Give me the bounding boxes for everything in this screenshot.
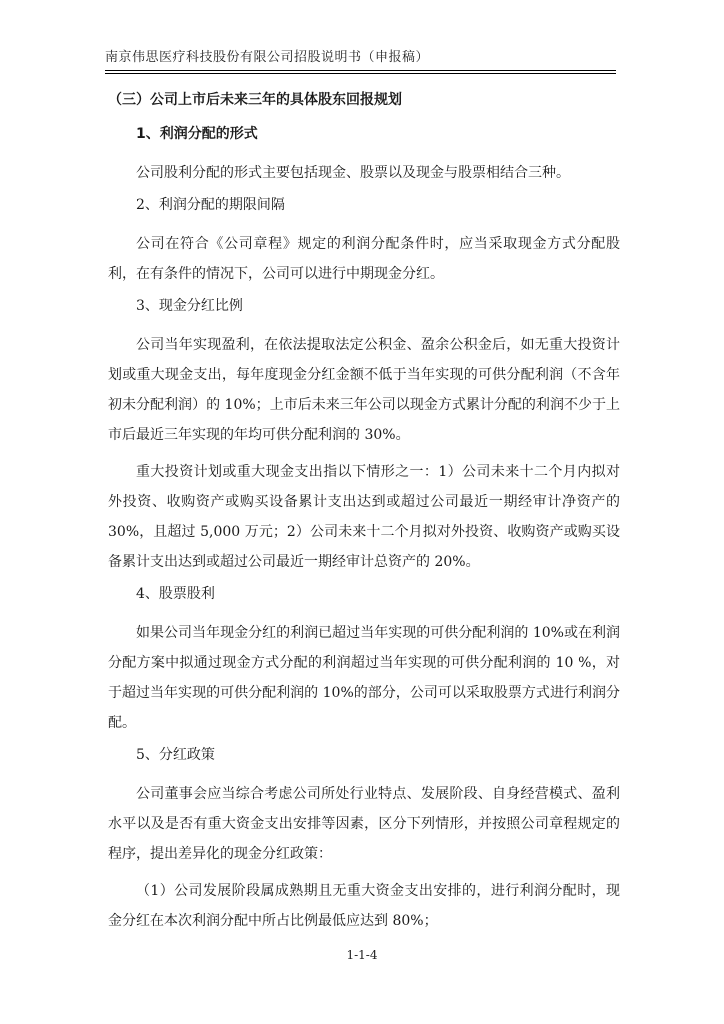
item1-title: 1、利润分配的形式 <box>136 126 258 142</box>
item3-title: 3、现金分红比例 <box>136 298 243 314</box>
section-title: （三）公司上市后未来三年的具体股东回报规划 <box>108 92 402 108</box>
item5-title: 5、分红政策 <box>136 747 215 763</box>
header-rule-thick <box>105 73 616 74</box>
item2-title: 2、利润分配的期限间隔 <box>136 197 285 213</box>
document-header: 南京伟思医疗科技股份有限公司招股说明书（申报稿） <box>105 50 430 65</box>
item3-paragraph-1: 公司当年实现盈利，在依法提取法定公积金、盈余公积金后，如无重大投资计划或重大现金支出，每年度现金分红金额不低于当年实现的可供分配利润（不含年初未分配利润）的 10%；上市后未来三年公司以现金方式累计分配的利润不少于上市后最近三年实现的年均可供分配利润的 30%。 <box>108 337 620 443</box>
document-body <box>108 90 620 943</box>
page-number: 1-1-4 <box>346 948 378 962</box>
item3-paragraph-2: 重大投资计划或重大现金支出指以下情形之一：1）公司未来十二个月内拟对外投资、收购资产或购买设备累计支出达到或超过公司最近一期经审计净资产的 30%，且超过 5,000 万元；2）公司未来十二个月拟对外投资、收购资产或购买设备累计支出达到或超过公司最近一期经审计总资产的 20%。 <box>108 464 620 570</box>
header-rule-thin <box>105 70 616 71</box>
item4-title: 4、股票股利 <box>136 586 215 602</box>
item5-paragraph-1: 公司董事会应当综合考虑公司所处行业特点、发展阶段、自身经营模式、盈利水平以及是否有重大资金支出安排等因素，区分下列情形，并按照公司章程规定的程序，提出差异化的现金分红政策： <box>108 786 620 862</box>
item5-paragraph-2: （1）公司发展阶段属成熟期且无重大资金支出安排的，进行利润分配时，现金分红在本次利润分配中所占比例最低应达到 80%； <box>108 883 620 929</box>
item1-paragraph: 公司股利分配的形式主要包括现金、股票以及现金与股票相结合三种。 <box>136 165 570 181</box>
item2-paragraph: 公司在符合《公司章程》规定的利润分配条件时，应当采取现金方式分配股利，在有条件的情况下，公司可以进行中期现金分红。 <box>108 236 620 282</box>
item4-paragraph: 如果公司当年现金分红的利润已超过当年实现的可供分配利润的 10%或在利润分配方案中拟通过现金方式分配的利润超过当年实现的可供分配利润的 10 %，对于超过当年实现的可供分配利润的 10%的部分，公司可以采取股票方式进行利润分配。 <box>108 625 620 731</box>
